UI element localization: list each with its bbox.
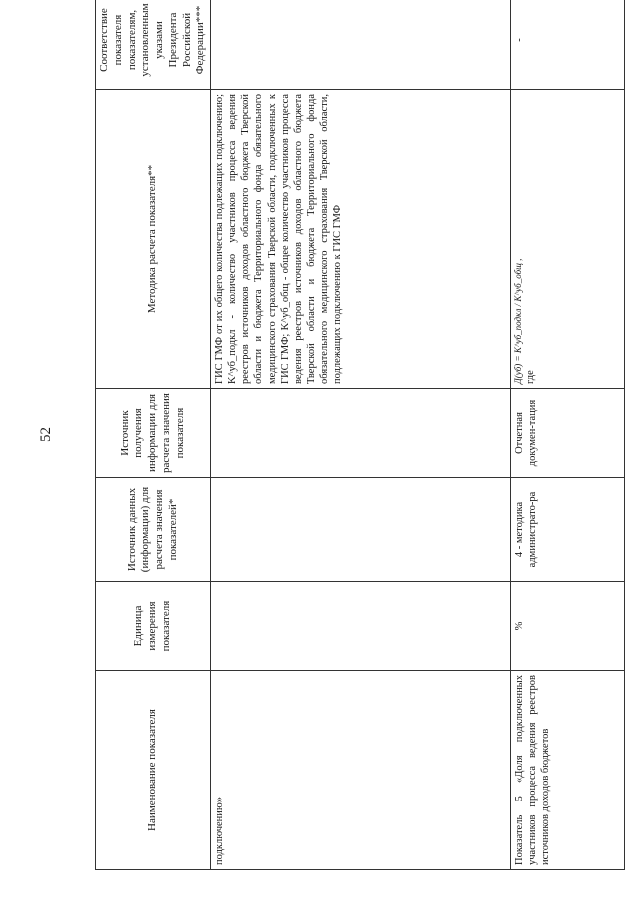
row1-unit [211, 582, 511, 671]
indicator-table [95, 0, 625, 870]
header-source-data: Источник данных (информации) для расчета значения показателей* [96, 478, 211, 582]
table-row [511, 0, 625, 870]
row1-method: ГИС ГМФ от их общего количества подлежащих подключению; K^уб_подкл - количество участников процесса ведения реестров источников доходов областного бюджета Тверской области и бюджета Территориального фонда обязательного медицинского страхования Тверской области, подключенных к ГИС ГМФ; K^уб_общ - общее количество участников процесса ведения реестров источников доходов областного бюджета Тверской области и бюджета Территориального фонда обязательного медицинского страхования Тверской области, подлежащих подключению к ГИС ГМФ [211, 90, 511, 389]
row2-method [511, 90, 625, 389]
page-number: 52 [38, 427, 54, 442]
row2-formula: Д(уб) = K^уб_подкл / K^уб_общ , [513, 258, 523, 384]
row2-source-data: 4 - методика администрато-ра [511, 478, 625, 582]
row2-name: Показатель 5 «Доля подключенных участников процесса ведения реестров источников доходов бюджетов [511, 671, 625, 870]
table-header-row [96, 0, 211, 870]
indicator-table-rotated [95, 3, 625, 870]
table-row [211, 0, 511, 870]
row1-source-data [211, 478, 511, 582]
row1-name: подключению» [211, 671, 511, 870]
header-source-info: Источник получения информации для расчета значения показателя [96, 389, 211, 478]
row2-method-prefix: где [525, 370, 537, 384]
header-name: Наименование показателя [96, 671, 211, 870]
row2-unit: % [511, 582, 625, 671]
header-conformity: Соответствие показателя показателям, установленным указами Президента Российской Федерации*** [96, 0, 211, 90]
header-method: Методика расчета показателя** [96, 90, 211, 389]
header-unit: Единица измерения показателя [96, 582, 211, 671]
row2-source-info: Отчетная докумен-тация [511, 389, 625, 478]
row1-conformity [211, 0, 511, 90]
row2-conformity: - [511, 0, 625, 90]
row1-source-info [211, 389, 511, 478]
